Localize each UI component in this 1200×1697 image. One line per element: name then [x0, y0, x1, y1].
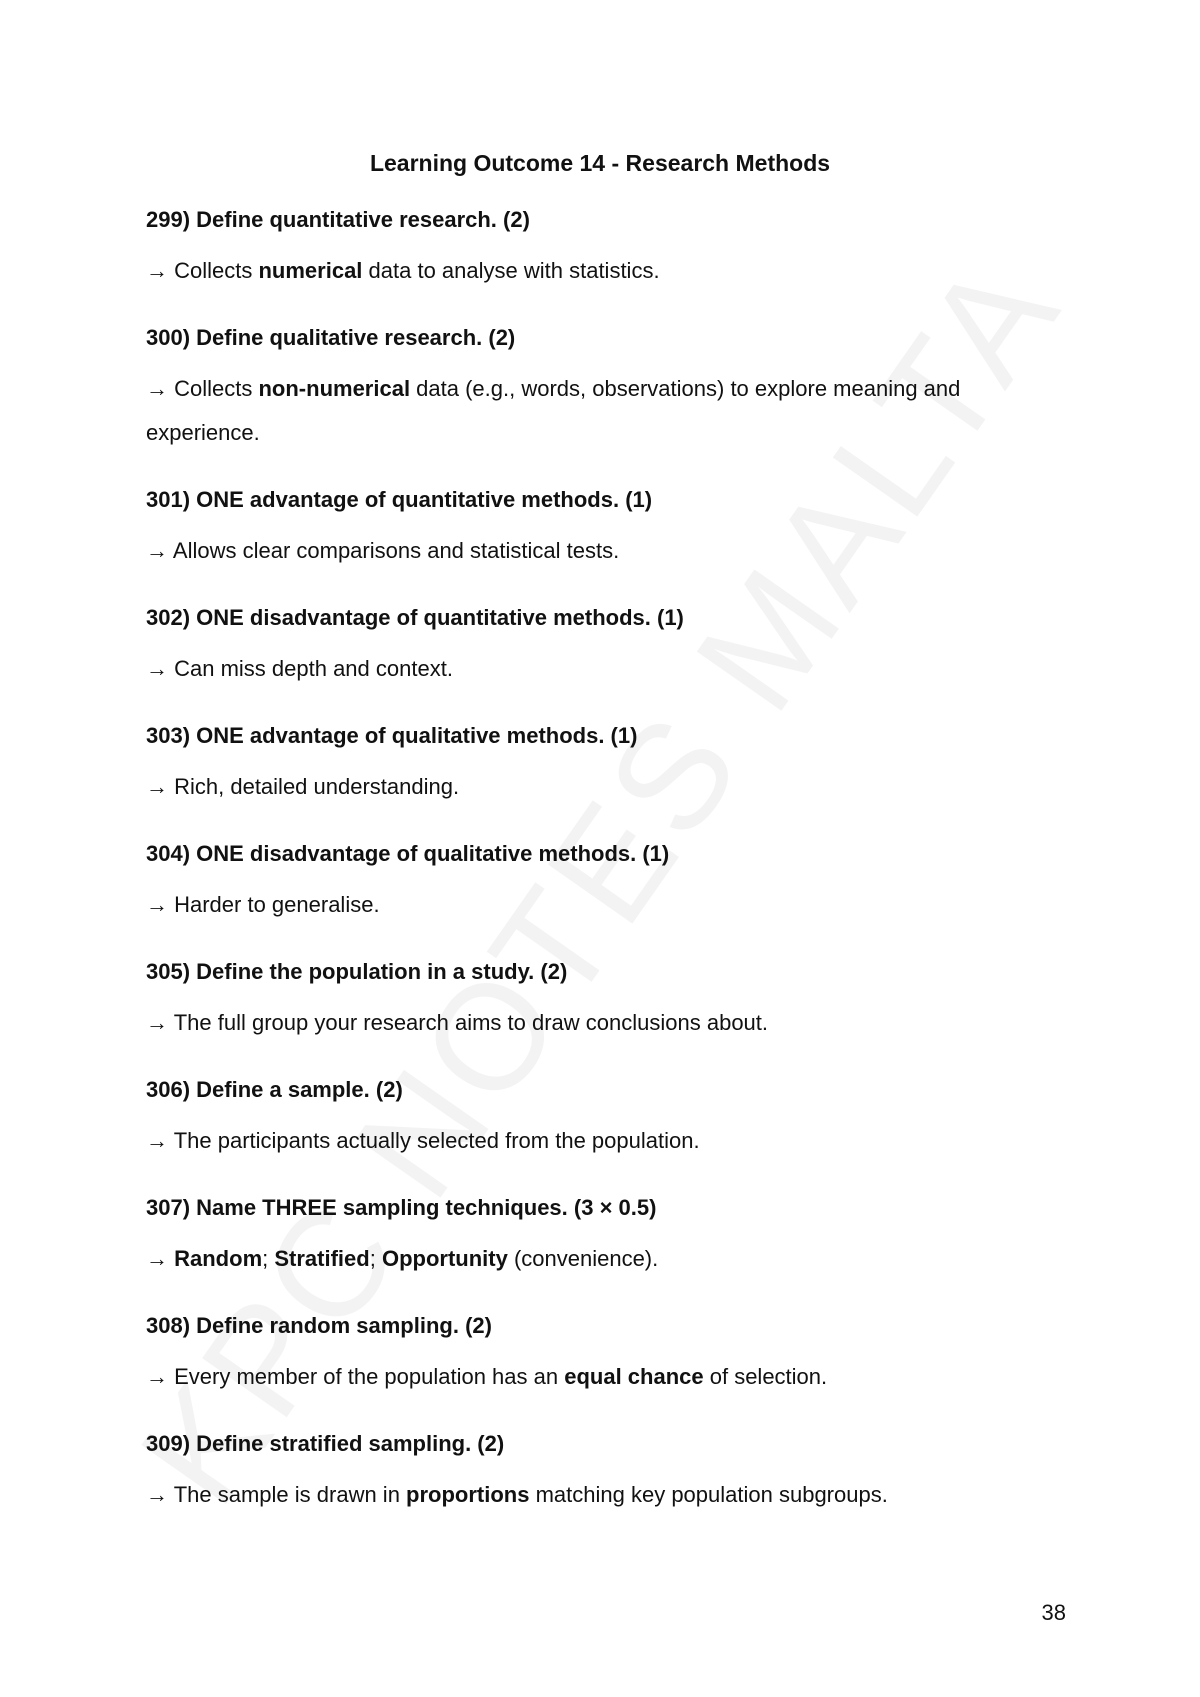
answer-segment: Collects: [168, 258, 259, 283]
answer-keyword: Random: [174, 1246, 263, 1271]
answer-text: [146, 647, 1066, 691]
page-title: Learning Outcome 14 - Research Methods: [369, 150, 831, 176]
question-block: [146, 839, 1066, 927]
question-block: [146, 1311, 1066, 1399]
question-text: 302) ONE disadvantage of quantitative methods. (1): [146, 605, 684, 630]
question-block: [146, 205, 1066, 293]
answer-segment: matching key population subgroups.: [529, 1482, 888, 1507]
question-block: [146, 957, 1066, 1045]
answer-segment: Can miss depth and context.: [168, 656, 453, 681]
question-text: 300) Define qualitative research. (2): [146, 325, 516, 350]
answer-segment: The full group your research aims to draw conclusions about.: [168, 1010, 769, 1035]
arrow-icon: →: [146, 656, 168, 681]
question-text: 303) ONE advantage of qualitative methods. (1): [146, 723, 638, 748]
answer-segment: Rich, detailed understanding.: [168, 774, 460, 799]
answer-text: [146, 1473, 1066, 1517]
arrow-icon: →: [146, 892, 168, 917]
answer-segment: The participants actually selected from the population.: [168, 1128, 700, 1153]
question-block: [146, 603, 1066, 691]
answer-text: [146, 249, 1066, 293]
question-text: 304) ONE disadvantage of qualitative methods. (1): [146, 841, 670, 866]
answer-keyword: Stratified: [274, 1246, 370, 1271]
answer-segment: Harder to generalise.: [168, 892, 380, 917]
question-block: [146, 323, 1066, 455]
answer-segment: ;: [369, 1246, 382, 1271]
answer-keyword: numerical: [258, 258, 363, 283]
answer-segment: data to analyse with statistics.: [362, 258, 660, 283]
answer-segment: Allows clear comparisons and statistical tests.: [168, 538, 620, 563]
question-text: 305) Define the population in a study. (2): [146, 959, 568, 984]
arrow-icon: →: [146, 538, 168, 563]
question-block: [146, 721, 1066, 809]
arrow-icon: →: [146, 376, 168, 401]
arrow-icon: →: [146, 1010, 168, 1035]
answer-text: [146, 883, 1066, 927]
answer-keyword: Opportunity: [381, 1246, 508, 1271]
question-text: 309) Define stratified sampling. (2): [146, 1431, 505, 1456]
question-text: 301) ONE advantage of quantitative methods. (1): [146, 487, 653, 512]
arrow-icon: →: [146, 1482, 168, 1507]
arrow-icon: →: [146, 1246, 168, 1271]
question-block: [146, 1075, 1066, 1163]
answer-text: [146, 1355, 1066, 1399]
answer-segment: Every member of the population has an: [168, 1364, 565, 1389]
answer-keyword: non-numerical: [258, 376, 411, 401]
answer-segment: ;: [262, 1246, 275, 1271]
question-block: [146, 1429, 1066, 1517]
answer-keyword: proportions: [406, 1482, 530, 1507]
question-text: 299) Define quantitative research. (2): [146, 207, 530, 232]
arrow-icon: →: [146, 774, 168, 799]
answer-text: [146, 1001, 1066, 1045]
answer-text: [146, 1119, 1066, 1163]
arrow-icon: →: [146, 1364, 168, 1389]
answer-segment: data (e.g., words, observations) to explore meaning and experience.: [146, 376, 961, 445]
answer-segment: of selection.: [703, 1364, 828, 1389]
answer-segment: The sample is drawn in: [168, 1482, 407, 1507]
arrow-icon: →: [146, 258, 168, 283]
answer-text: [146, 765, 1066, 809]
answer-text: [146, 367, 1066, 455]
question-text: 308) Define random sampling. (2): [146, 1313, 492, 1338]
answer-segment: Collects: [168, 376, 259, 401]
answer-segment: (convenience).: [507, 1246, 659, 1271]
arrow-icon: →: [146, 1128, 168, 1153]
answer-text: [146, 1237, 1066, 1281]
question-block: [146, 1193, 1066, 1281]
page-number: 38: [1041, 1600, 1066, 1625]
question-text: 307) Name THREE sampling techniques. (3 × 0.5): [146, 1195, 657, 1220]
answer-text: [146, 529, 1066, 573]
question-block: [146, 485, 1066, 573]
question-text: 306) Define a sample. (2): [146, 1077, 403, 1102]
answer-keyword: equal chance: [564, 1364, 704, 1389]
